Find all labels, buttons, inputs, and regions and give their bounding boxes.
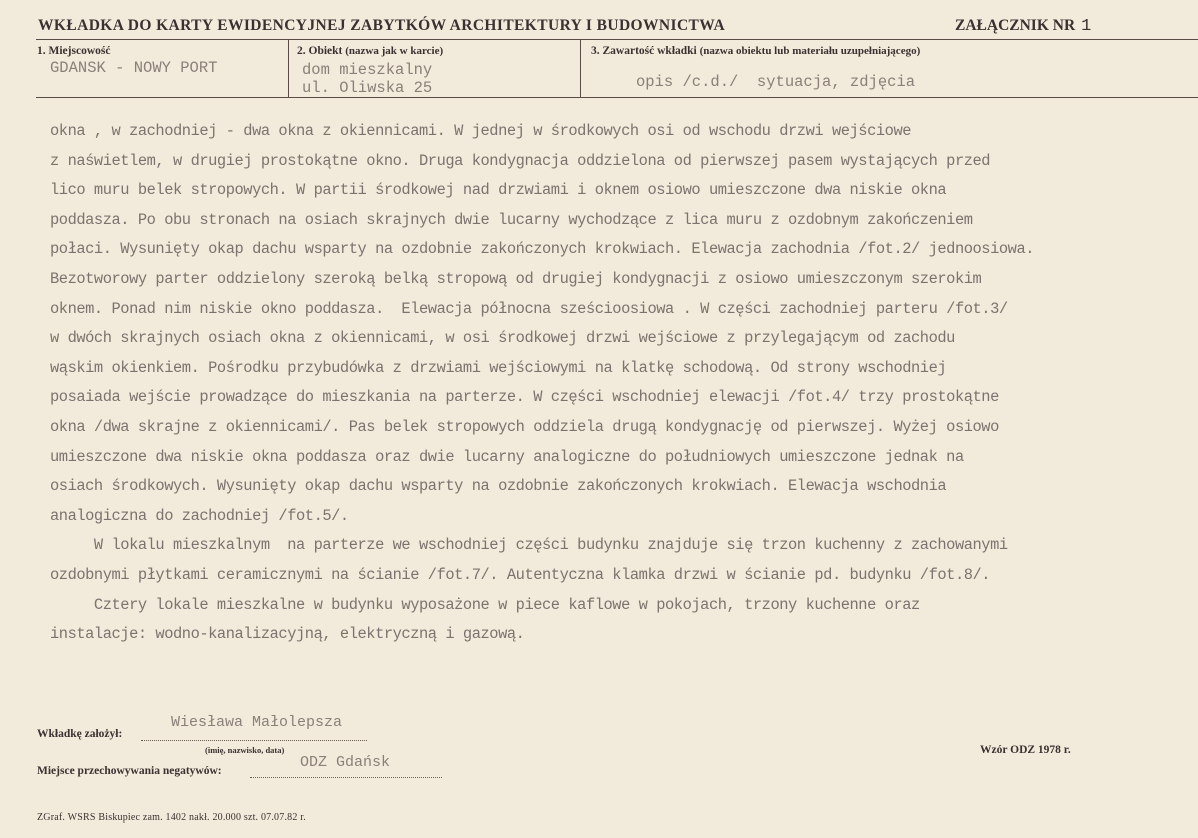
description-line: posaiada wejście prowadzące do mieszkania na parterze. W części wschodniej elewacji /fot.4/ trzy prostokątne bbox=[50, 388, 999, 407]
form-pattern-note: Wzór ODZ 1978 r. bbox=[980, 744, 1071, 756]
description-line: w dwóch skrajnych osiach okna z okiennicami, w osi środkowej drzwi wejściowe z przylegającym od zachodu bbox=[50, 329, 955, 348]
description-line: połaci. Wysunięty okap dachu wsparty na ozdobnie zakończonych krokwiach. Elewacja zachodnia /fot.2/ jednoosiowa. bbox=[50, 240, 1035, 259]
author-label: Wkładkę założył: bbox=[37, 728, 123, 740]
description-line: Cztery lokale mieszkalne w budynku wyposażone w piece kaflowe w pokojach, trzony kuchenne oraz bbox=[50, 595, 920, 614]
description-line: poddasza. Po obu stronach na osiach skrajnych dwie lucarny wychodzące z lica muru z ozdobnym zakończeniem bbox=[50, 210, 973, 229]
description-line: okna /dwa skrajne z okiennicami/. Pas belek stropowych oddziela drugą kondygnację od pierwszej. Wyżej osiowo bbox=[50, 417, 999, 436]
storage-value: ODZ Gdańsk bbox=[300, 754, 391, 771]
header-bottom-rule bbox=[36, 97, 1198, 98]
description-line: umieszczone dwa niskie okna poddasza oraz dwie lucarny analogiczne do południowych umieszczone jednak na bbox=[50, 447, 964, 466]
description-line: oknem. Ponad nim niskie okno poddasza. Elewacja północna sześcioosiowa . W części zachodniej parteru /fot.3/ bbox=[50, 299, 1008, 318]
object-value-line-2: ul. Oliwska 25 bbox=[302, 79, 433, 97]
description-line: osiach środkowych. Wysunięty okap dachu wsparty na ozdobnie zakończonych krokwiach. Elewacja wschodnia bbox=[50, 477, 947, 496]
object-label: 2. Obiekt bbox=[297, 45, 343, 57]
field-divider bbox=[580, 39, 581, 97]
storage-label: Miejsce przechowywania negatywów: bbox=[37, 765, 222, 777]
author-value: Wiesława Małolepsza bbox=[171, 714, 343, 731]
description-line: Bezotworowy parter oddzielony szeroką belką stropową od drugiej kondygnacji z osiowo umieszczonym szerokim bbox=[50, 269, 982, 288]
description-line: instalacje: wodno-kanalizacyjną, elektryczną i gazową. bbox=[50, 625, 525, 644]
description-line: lico muru belek stropowych. W partii środkowej nad drzwiami i oknem osiowo umieszczone dwa niskie okna bbox=[50, 181, 947, 200]
object-label-note: (nazwa jak w karcie) bbox=[345, 45, 444, 57]
annex-label: ZAŁĄCZNIK NR bbox=[955, 17, 1076, 34]
description-line: z naświetlem, w drugiej prostokątne okno. Druga kondygnacja oddzielona od pierwszej pasem wystających przed bbox=[50, 151, 991, 170]
annex-label-group bbox=[955, 17, 1091, 36]
printer-imprint: ZGraf. WSRS Biskupiec zam. 1402 nakł. 20.000 szt. 07.07.82 r. bbox=[37, 812, 306, 823]
contents-label: 3. Zawartość wkładki bbox=[591, 45, 697, 57]
form-title: WKŁADKA DO KARTY EWIDENCYJNEJ ZABYTKÓW ARCHITEKTURY I BUDOWNICTWA bbox=[38, 17, 726, 34]
locality-value: GDANSK - NOWY PORT bbox=[50, 59, 218, 77]
description-line: wąskim okienkiem. Pośrodku przybudówka z drzwiami wejściowymi na klatkę schodową. Od strony wschodniej bbox=[50, 358, 947, 377]
author-dotted-line bbox=[141, 740, 367, 741]
description-body bbox=[50, 117, 1190, 650]
description-line: ozdobnymi płytkami ceramicznymi na ścianie /fot.7/. Autentyczna klamka drzwi w ścianie pd. budynku /fot.8/. bbox=[50, 565, 991, 584]
top-rule bbox=[36, 39, 1198, 40]
author-note: (imię, nazwisko, data) bbox=[205, 745, 285, 755]
contents-value: opis /c.d./ sytuacja, zdjęcia bbox=[636, 73, 916, 91]
object-value-line-1: dom mieszkalny bbox=[302, 61, 433, 79]
description-line: W lokalu mieszkalnym na parterze we wschodniej części budynku znajduje się trzon kuchenny z zachowanymi bbox=[50, 536, 1008, 555]
contents-label-note: (nazwa obiektu lub materiału uzupełniającego) bbox=[699, 45, 921, 57]
locality-label: 1. Miejscowość bbox=[37, 45, 111, 57]
annex-number: 1 bbox=[1081, 17, 1092, 36]
description-line: okna , w zachodniej - dwa okna z okiennicami. W jednej w środkowych osi od wschodu drzwi wejściowe bbox=[50, 122, 912, 140]
object-label-group bbox=[297, 45, 443, 57]
field-divider bbox=[288, 39, 289, 97]
description-line: analogiczna do zachodniej /fot.5/. bbox=[50, 506, 349, 525]
contents-label-group bbox=[591, 45, 920, 57]
storage-dotted-line bbox=[250, 777, 442, 778]
